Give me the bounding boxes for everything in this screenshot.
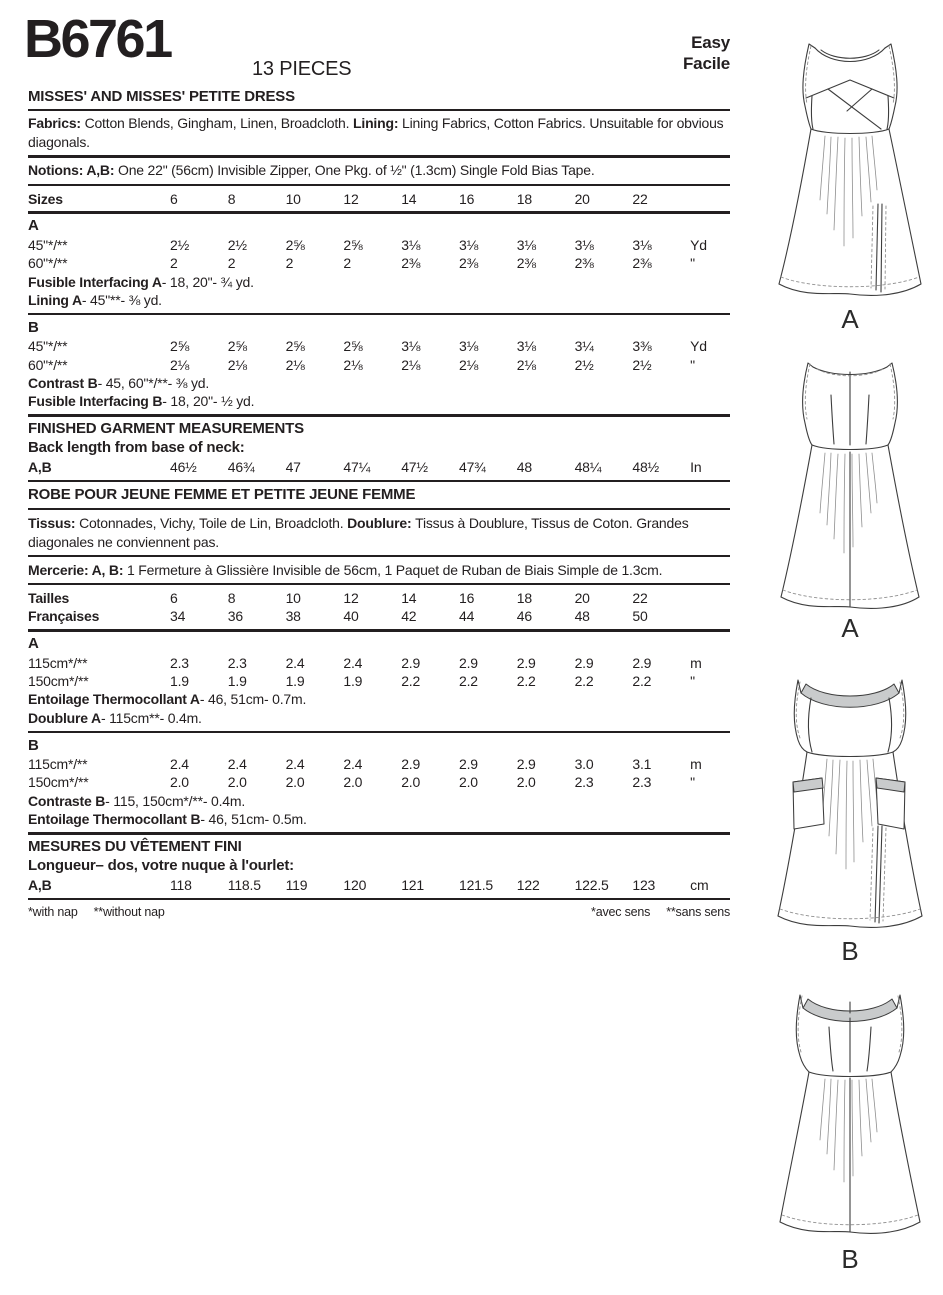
yardage-table	[28, 109, 730, 919]
view-a-back-figure	[763, 355, 937, 644]
garment-illustrations	[763, 0, 937, 1295]
divider-under-tailles	[28, 629, 730, 631]
contrast-neckband	[801, 684, 899, 707]
nap-footnotes: *with nap **without nap *avec sens **sans sens	[28, 904, 730, 919]
finished-measurements-heading: FINISHED GARMENT MEASUREMENTS	[28, 420, 304, 438]
divider-bottom	[28, 898, 730, 900]
view-b-front-figure	[763, 664, 937, 967]
contrast-b-note: Contrast B- 45, 60"*/**- ⅜ yd.	[28, 375, 210, 391]
divider-under-notions	[28, 184, 730, 186]
difficulty-badge	[683, 32, 730, 74]
view-a-45in-row: 45"*/** 2½ 2½ 2⅝ 2⅝ 3⅛ 3⅛ 3⅛ 3⅛ 3⅛ Yd	[28, 236, 707, 253]
divider-under-tissus	[28, 555, 730, 557]
patch-pockets	[793, 778, 905, 829]
vue-b-150cm-row: 150cm*/** 2.0 2.0 2.0 2.0 2.0 2.0 2.0 2.3 2.3 "	[28, 774, 695, 791]
dress-outline	[781, 363, 919, 608]
sizes-row: Sizes 6 8 10 12 14 16 18 20 22	[28, 190, 648, 207]
pieces-count: 13 PIECES	[252, 58, 352, 80]
lining-a-note: Lining A- 45"**- ⅜ yd.	[28, 291, 162, 308]
divider-under-sizes	[28, 211, 730, 213]
dress-outline	[780, 995, 920, 1233]
gathers	[822, 759, 878, 869]
notions-paragraph: Notions: A,B: One 22" (56cm) Invisible Zipper, One Pkg. of ½" (1.3cm) Single Fold Bias Tape.	[28, 162, 595, 179]
difficulty-french: Facile	[683, 54, 730, 73]
divider-under-vue-a	[28, 731, 730, 733]
tailles-francaises-row: Françaises 34 36 38 40 42 44 46 48 50	[28, 608, 648, 625]
gathers	[820, 1079, 877, 1182]
fusible-interfacing-a-note: Fusible Interfacing A- 18, 20"- ¾ yd.	[28, 273, 254, 290]
view-b-back-figure	[763, 982, 937, 1275]
longueur-row: A,B 118 118.5 119 120 121 121.5 122 122.5 123 cm	[28, 876, 709, 893]
doublure-a-note: Doublure A- 115cm**- 0.4m.	[28, 709, 202, 726]
pattern-number: B6761	[24, 9, 171, 69]
entoilage-b-note: Entoilage Thermocollant B- 46, 51cm- 0.5m.	[28, 811, 307, 828]
stitching-dashes	[781, 46, 919, 289]
contraste-b-note: Contraste B- 115, 150cm*/**- 0.4m.	[28, 792, 246, 809]
view-b-back-illustration	[765, 982, 935, 1244]
divider-under-french-title	[28, 508, 730, 510]
view-a-front-figure	[763, 36, 937, 335]
dress-outline	[779, 44, 921, 295]
view-a-60in-row: 60"*/** 2 2 2 2 2⅜ 2⅜ 2⅜ 2⅜ 2⅜ "	[28, 255, 695, 272]
view-b-back-label: B	[841, 1244, 859, 1274]
entoilage-a-note: Entoilage Thermocollant A- 46, 51cm- 0.7m.	[28, 691, 307, 708]
fabrics-paragraph: Fabrics: Cotton Blends, Gingham, Linen, Broadcloth. Lining: Lining Fabrics, Cotton Fabrics. Unsuitable for obvious diagonals.	[28, 115, 724, 151]
french-title: ROBE POUR JEUNE FEMME ET PETITE JEUNE FEMME	[28, 485, 416, 503]
vue-b-section-label: B	[28, 736, 39, 754]
view-b-section-label: B	[28, 318, 39, 336]
header	[24, 9, 730, 82]
garment-title: MISSES' AND MISSES' PETITE DRESS	[28, 88, 295, 105]
gathers	[820, 453, 877, 553]
fusible-interfacing-b-note: Fusible Interfacing B- 18, 20"- ½ yd.	[28, 393, 255, 410]
divider-under-vue-b	[28, 832, 730, 834]
view-b-front-label: B	[841, 936, 859, 966]
divider-under-view-a	[28, 313, 730, 315]
vue-a-115cm-row: 115cm*/** 2.3 2.3 2.4 2.4 2.9 2.9 2.9 2.9 2.9 m	[28, 654, 702, 671]
divider-under-fabrics	[28, 155, 730, 157]
mesures-heading: MESURES DU VÊTEMENT FINI	[28, 838, 242, 855]
divider-under-mercerie	[28, 583, 730, 585]
difficulty-english: Easy	[691, 33, 730, 52]
view-a-back-label: A	[841, 613, 859, 643]
divider-under-view-b	[28, 414, 730, 416]
view-a-front-label: A	[841, 304, 859, 334]
view-a-section-label: A	[28, 217, 39, 235]
divider-under-english	[28, 480, 730, 482]
divider-under-title	[28, 109, 730, 111]
view-b-60in-row: 60"*/** 2⅛ 2⅛ 2⅛ 2⅛ 2⅛ 2⅛ 2⅛ 2½ 2½ "	[28, 356, 695, 373]
back-length-heading: Back length from base of neck:	[28, 439, 245, 456]
view-b-front-illustration	[765, 664, 935, 936]
view-a-front-illustration	[765, 36, 935, 304]
vue-b-115cm-row: 115cm*/** 2.4 2.4 2.4 2.4 2.9 2.9 2.9 3.0 3.1 m	[28, 755, 702, 772]
mercerie-paragraph: Mercerie: A, B: 1 Fermeture à Glissière Invisible de 56cm, 1 Paquet de Ruban de Biais Simple de 1.3cm.	[28, 561, 663, 578]
view-b-45in-row: 45"*/** 2⅝ 2⅝ 2⅝ 2⅝ 3⅛ 3⅛ 3⅛ 3¼ 3⅜ Yd	[28, 338, 707, 355]
tissus-paragraph: Tissus: Cotonnades, Vichy, Toile de Lin, Broadcloth. Doublure: Tissus à Doublure, Tissus de Coton. Grandes diagonales ne conviennent pas.	[28, 514, 689, 550]
tailles-row: Tailles 6 8 10 12 14 16 18 20 22	[28, 589, 648, 606]
vue-a-150cm-row: 150cm*/** 1.9 1.9 1.9 1.9 2.2 2.2 2.2 2.2 2.2 "	[28, 672, 695, 689]
back-length-row: A,B 46½ 46¾ 47 47¼ 47½ 47¾ 48 48¼ 48½ In	[28, 458, 702, 475]
longueur-heading: Longueur– dos, votre nuque à l'ourlet:	[28, 856, 294, 874]
gathers	[820, 136, 877, 246]
view-a-back-illustration	[765, 355, 935, 613]
yardage-panel	[24, 9, 730, 919]
vue-a-section-label: A	[28, 635, 39, 653]
